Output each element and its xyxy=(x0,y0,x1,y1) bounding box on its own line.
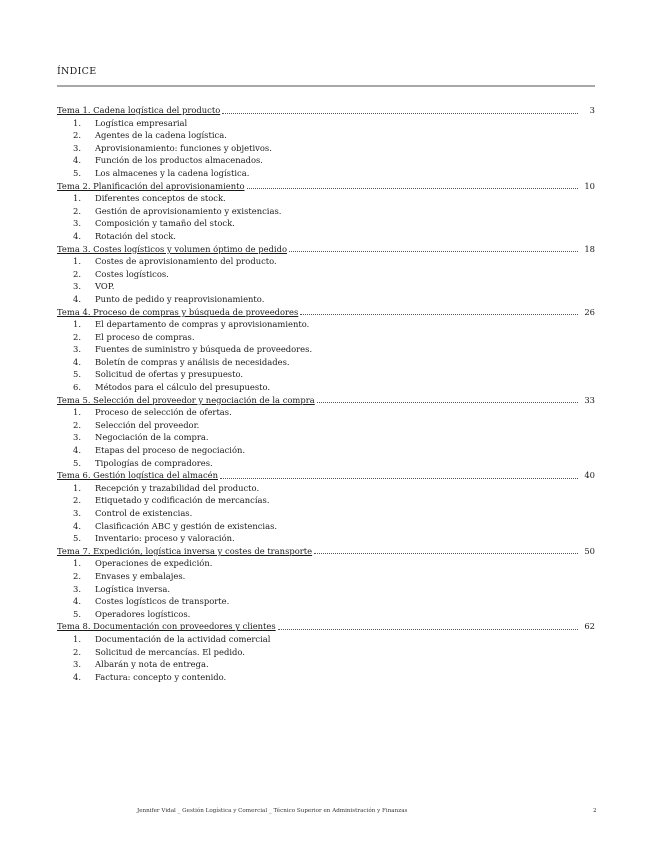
toc-subtopic-number: 2. xyxy=(73,646,81,657)
toc-subtopic-item xyxy=(57,457,595,470)
toc-subtopic-text: Punto de pedido y reaprovisionamiento. xyxy=(95,293,265,304)
toc-dot-leader xyxy=(300,314,578,315)
toc-subtopic-number: 2. xyxy=(73,570,81,581)
toc-topic-entry[interactable] xyxy=(57,104,595,117)
toc-subtopic-number: 4. xyxy=(73,356,81,367)
toc-topic-entry[interactable] xyxy=(57,545,595,558)
toc-subtopic-text: Envases y embalajes. xyxy=(95,570,186,581)
toc-subtopic-item xyxy=(57,142,595,155)
toc-subtopic-item xyxy=(57,381,595,394)
toc-page-number: 33 xyxy=(584,394,595,405)
toc-subtopic-text: Albarán y nota de entrega. xyxy=(95,659,209,670)
toc-page-number: 18 xyxy=(584,243,595,254)
toc-topic-title[interactable]: Tema 1. Cadena logística del producto xyxy=(57,105,221,115)
toc-page-number: 40 xyxy=(584,470,595,481)
toc-subtopic-item xyxy=(57,444,595,457)
toc-subtopic-number: 4. xyxy=(73,230,81,241)
toc-subtopic-number: 1. xyxy=(73,482,81,493)
toc-subtopic-text: Tipologías de compradores. xyxy=(95,457,213,468)
toc-subtopic-item xyxy=(57,117,595,130)
toc-subtopic-number: 3. xyxy=(73,432,81,443)
toc-subtopic-number: 5. xyxy=(73,608,81,619)
toc-subtopic-number: 1. xyxy=(73,193,81,204)
toc-subtopic-item xyxy=(57,129,595,142)
heading-divider xyxy=(57,85,595,87)
toc-topic-entry[interactable] xyxy=(57,620,595,633)
toc-subtopic-text: Operadores logísticos. xyxy=(95,608,191,619)
toc-subtopic-text: Fuentes de suministro y búsqueda de proveedores. xyxy=(95,344,313,355)
toc-topic-title[interactable]: Tema 2. Planificación del aprovisionamiento xyxy=(57,180,245,191)
toc-subtopic-item xyxy=(57,280,595,293)
toc-subtopic-number: 1. xyxy=(73,633,81,644)
toc-subtopic-item xyxy=(57,205,595,218)
table-of-contents xyxy=(57,104,595,683)
toc-subtopic-text: Selección del proveedor. xyxy=(95,419,200,430)
toc-subtopic-number: 1. xyxy=(73,117,81,128)
toc-subtopic-number: 2. xyxy=(73,419,81,430)
toc-subtopic-item xyxy=(57,255,595,268)
toc-subtopic-item xyxy=(57,633,595,646)
toc-subtopic-item xyxy=(57,331,595,344)
toc-subtopic-number: 3. xyxy=(73,218,81,229)
toc-subtopic-text: Función de los productos almacenados. xyxy=(95,155,263,166)
toc-subtopic-number: 3. xyxy=(73,281,81,292)
toc-subtopic-number: 5. xyxy=(73,533,81,544)
toc-subtopic-item xyxy=(57,343,595,356)
toc-subtopic-text: Solicitud de ofertas y presupuesto. xyxy=(95,369,244,380)
toc-subtopic-number: 3. xyxy=(73,344,81,355)
toc-subtopic-text: VOP. xyxy=(95,281,115,292)
toc-subtopic-text: Solicitud de mercancías. El pedido. xyxy=(95,646,245,657)
toc-subtopic-text: Factura: concepto y contenido. xyxy=(95,671,227,682)
toc-subtopic-item xyxy=(57,293,595,306)
toc-dot-leader xyxy=(317,402,578,403)
toc-subtopic-item xyxy=(57,419,595,432)
toc-subtopic-item xyxy=(57,230,595,243)
toc-subtopic-item xyxy=(57,431,595,444)
toc-subtopic-number: 1. xyxy=(73,256,81,267)
toc-subtopic-text: Los almacenes y la cadena logística. xyxy=(95,167,250,178)
toc-subtopic-number: 3. xyxy=(73,508,81,518)
toc-subtopic-text: Inventario: proceso y valoración. xyxy=(95,533,235,544)
toc-subtopic-item xyxy=(57,595,595,608)
toc-dot-leader xyxy=(314,553,578,554)
toc-subtopic-number: 5. xyxy=(73,457,81,468)
toc-subtopic-number: 4. xyxy=(73,596,81,607)
toc-subtopic-number: 2. xyxy=(73,130,81,141)
toc-subtopic-number: 3. xyxy=(73,142,81,153)
toc-subtopic-number: 3. xyxy=(73,583,81,594)
toc-subtopic-text: Aprovisionamiento: funciones y objetivos. xyxy=(95,142,272,153)
toc-topic-title[interactable]: Tema 3. Costes logísticos y volumen óptimo de pedido xyxy=(57,243,287,254)
toc-page-number: 10 xyxy=(584,180,595,191)
toc-subtopic-item xyxy=(57,583,595,596)
toc-subtopic-text: Control de existencias. xyxy=(95,508,193,518)
toc-subtopic-text: Etapas del proceso de negociación. xyxy=(95,445,246,456)
toc-dot-leader xyxy=(247,188,578,189)
toc-subtopic-text: Costes de aprovisionamiento del producto. xyxy=(95,256,277,267)
toc-subtopic-number: 3. xyxy=(73,659,81,670)
toc-page-number: 3 xyxy=(589,105,595,115)
toc-subtopic-number: 4. xyxy=(73,155,81,166)
toc-subtopic-text: Negociación de la compra. xyxy=(95,432,209,443)
toc-subtopic-text: Documentación de la actividad comercial xyxy=(95,633,271,644)
toc-subtopic-text: El proceso de compras. xyxy=(95,331,195,342)
index-heading: ÍNDICE xyxy=(57,66,97,77)
toc-topic-entry[interactable] xyxy=(57,394,595,407)
toc-subtopic-number: 4. xyxy=(73,445,81,456)
toc-subtopic-text: Etiquetado y codificación de mercancías. xyxy=(95,495,270,506)
toc-subtopic-number: 5. xyxy=(73,369,81,380)
toc-subtopic-number: 1. xyxy=(73,407,81,418)
toc-subtopic-item xyxy=(57,507,595,520)
toc-subtopic-number: 1. xyxy=(73,558,81,569)
toc-subtopic-number: 2. xyxy=(73,331,81,342)
toc-subtopic-item xyxy=(57,570,595,583)
toc-subtopic-item xyxy=(57,646,595,659)
toc-subtopic-text: Diferentes conceptos de stock. xyxy=(95,193,226,204)
toc-subtopic-number: 1. xyxy=(73,319,81,330)
toc-subtopic-item xyxy=(57,671,595,684)
toc-topic-title[interactable]: Tema 7. Expedición, logística inversa y costes de transporte xyxy=(57,545,313,556)
toc-subtopic-item xyxy=(57,167,595,180)
toc-dot-leader xyxy=(222,113,578,114)
toc-subtopic-text: Operaciones de expedición. xyxy=(95,558,213,569)
toc-dot-leader xyxy=(289,251,578,252)
toc-subtopic-text: Proceso de selección de ofertas. xyxy=(95,407,232,418)
toc-subtopic-text: Logística inversa. xyxy=(95,583,171,594)
toc-subtopic-text: Logística empresarial xyxy=(95,117,188,128)
toc-subtopic-text: Costes logísticos de transporte. xyxy=(95,596,230,607)
toc-subtopic-text: Rotación del stock. xyxy=(95,230,176,241)
toc-subtopic-text: Recepción y trazabilidad del producto. xyxy=(95,482,260,493)
toc-subtopic-item xyxy=(57,318,595,331)
toc-subtopic-item xyxy=(57,532,595,545)
toc-subtopic-text: Agentes de la cadena logística. xyxy=(95,130,227,141)
toc-subtopic-number: 4. xyxy=(73,671,81,682)
toc-topic-title[interactable]: Tema 4. Proceso de compras y búsqueda de proveedores xyxy=(57,306,299,317)
toc-topic-entry[interactable] xyxy=(57,180,595,193)
toc-subtopic-item xyxy=(57,494,595,507)
toc-subtopic-item xyxy=(57,557,595,570)
toc-subtopic-item xyxy=(57,608,595,621)
toc-subtopic-text: Boletín de compras y análisis de necesidades. xyxy=(95,356,290,367)
toc-topic-title[interactable]: Tema 6. Gestión logística del almacén xyxy=(57,470,218,481)
toc-subtopic-text: Gestión de aprovisionamiento y existencias. xyxy=(95,205,282,216)
toc-subtopic-item xyxy=(57,356,595,369)
toc-dot-leader xyxy=(220,478,578,479)
toc-subtopic-text: Métodos para el cálculo del presupuesto. xyxy=(95,382,271,393)
toc-page-number: 62 xyxy=(584,621,595,632)
toc-subtopic-item xyxy=(57,192,595,205)
toc-subtopic-number: 4. xyxy=(73,520,81,531)
toc-subtopic-item xyxy=(57,520,595,533)
toc-subtopic-number: 4. xyxy=(73,293,81,304)
toc-subtopic-item xyxy=(57,154,595,167)
toc-topic-entry[interactable] xyxy=(57,469,595,482)
toc-subtopic-number: 2. xyxy=(73,205,81,216)
toc-subtopic-number: 5. xyxy=(73,167,81,178)
footer-text: Jennifer Vidal _ Gestión Logística y Comercial _ Técnico Superior en Administración y Finanzas xyxy=(137,808,408,814)
toc-subtopic-item xyxy=(57,268,595,281)
toc-topic-entry[interactable] xyxy=(57,243,595,256)
toc-subtopic-item xyxy=(57,658,595,671)
toc-topic-title[interactable]: Tema 8. Documentación con proveedores y clientes xyxy=(57,621,276,632)
toc-topic-entry[interactable] xyxy=(57,306,595,319)
toc-page-number: 50 xyxy=(584,545,595,556)
footer-page-number: 2 xyxy=(593,808,597,814)
toc-subtopic-number: 6. xyxy=(73,382,81,393)
toc-subtopic-number: 2. xyxy=(73,268,81,279)
toc-subtopic-text: Costes logísticos. xyxy=(95,268,169,279)
toc-subtopic-item xyxy=(57,368,595,381)
toc-page-number: 26 xyxy=(584,306,595,317)
toc-subtopic-text: Composición y tamaño del stock. xyxy=(95,218,235,229)
toc-topic-title[interactable]: Tema 5. Selección del proveedor y negociación de la compra xyxy=(57,394,315,405)
toc-subtopic-item xyxy=(57,217,595,230)
toc-subtopic-text: Clasificación ABC y gestión de existencias. xyxy=(95,520,278,531)
toc-subtopic-number: 2. xyxy=(73,495,81,506)
toc-subtopic-text: El departamento de compras y aprovisionamiento. xyxy=(95,319,310,330)
toc-subtopic-item xyxy=(57,482,595,495)
toc-subtopic-item xyxy=(57,406,595,419)
toc-dot-leader xyxy=(278,629,578,630)
